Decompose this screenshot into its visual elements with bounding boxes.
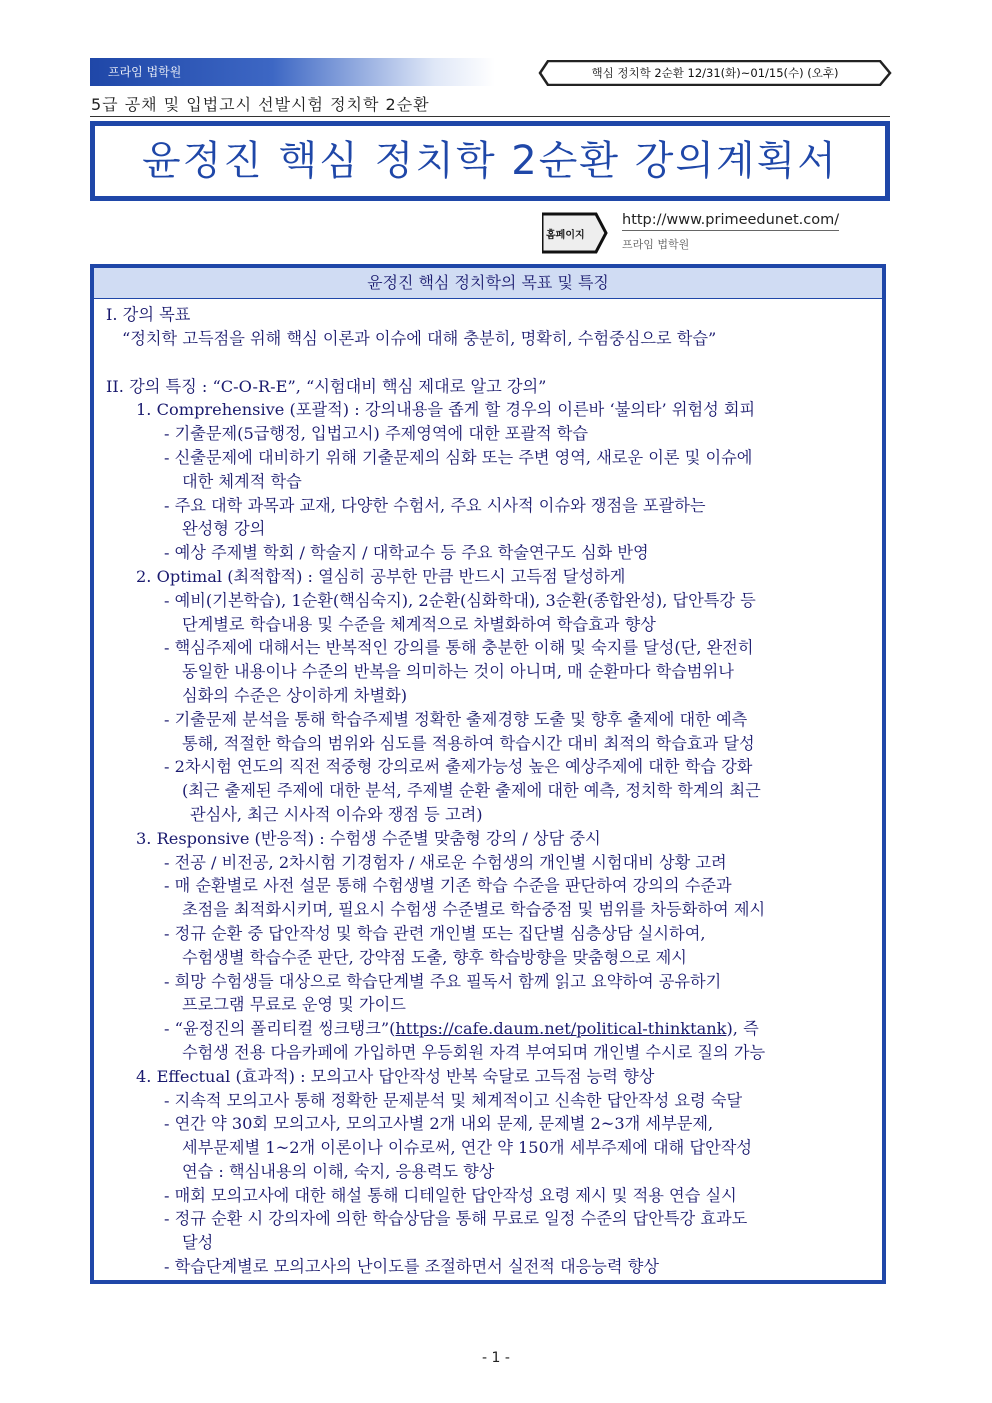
list-item: - 전공 / 비전공, 2차시험 기경험자 / 새로운 수험생의 개인별 시험대비 상황 고려 (164, 852, 727, 872)
content-box (90, 264, 886, 1284)
section-heading: 윤정진 핵심 정치학의 목표 및 특징 (94, 268, 882, 299)
list-item-cont: 완성형 강의 (182, 519, 266, 539)
list-item: - 지속적 모의고사 통해 정확한 문제분석 및 체계적이고 신속한 답안작성 요령 숙달 (164, 1090, 743, 1110)
list-item: - 매 순환별로 사전 설문 통해 수험생별 기존 학습 수준을 판단하여 강의의 수준과 (164, 876, 732, 896)
exam-subtitle: 5급 공채 및 입법고시 선발시험 정치학 2순환 (91, 95, 430, 114)
heading-features: II. 강의 특징 : “C-O-R-E”, “시험대비 핵심 제대로 알고 강의” (106, 376, 547, 396)
feature-effectual: 4. Effectual (효과적) : 모의고사 답안작성 반복 숙달로 고득점 능력 향상 (136, 1066, 655, 1086)
feature-comprehensive: 1. Comprehensive (포괄적) : 강의내용을 좁게 할 경우의 이른바 ‘불의타’ 위험성 회피 (136, 400, 756, 420)
page-number: - 1 - (482, 1350, 510, 1366)
schedule-banner (538, 60, 892, 86)
list-item-cont: 수험생별 학습수준 판단, 강약점 도출, 향후 학습방향을 맞춤형으로 제시 (182, 947, 687, 967)
page-title: 윤정진 핵심 정치학 2순환 강의계획서 (142, 138, 838, 184)
list-item-cont: 세부문제별 1~2개 이론이나 이슈로써, 연간 약 150개 세부주제에 대해 답안작성 (182, 1138, 752, 1158)
cafe-text-end: ), 즉 (726, 1019, 759, 1039)
header-divider (90, 116, 890, 117)
list-item: - 학습단계별로 모의고사의 난이도를 조절하면서 실전적 대응능력 향상 (164, 1257, 659, 1277)
list-item-cont: 심화의 수준은 상이하게 차별화) (182, 685, 408, 705)
homepage-url-link[interactable]: http://www.primeedunet.com/ (622, 212, 839, 231)
title-box (90, 121, 890, 201)
brand-strip: 프라임 법학원 (90, 58, 495, 86)
list-item-cont: 프로그램 무료로 운영 및 가이드 (182, 995, 406, 1015)
list-item: - 연간 약 30회 모의고사, 모의고사별 2개 내외 문제, 문제별 2~3개 세부문제, (164, 1114, 714, 1134)
list-item: - 기출문제 분석을 통해 학습주제별 정확한 출제경향 도출 및 향후 출제에 대한 예측 (164, 709, 748, 729)
schedule-text: 핵심 정치학 2순환 12/31(화)~01/15(수) (오후) (591, 66, 839, 80)
list-item: - 정규 순환 시 강의자에 의한 학습상담을 통해 무료로 일정 수준의 답안특강 효과도 (164, 1209, 748, 1229)
list-item: - 예상 주제별 학회 / 학술지 / 대학교수 등 주요 학술연구도 심화 반영 (164, 543, 649, 563)
homepage-badge[interactable] (542, 212, 608, 254)
list-item-cont: 통해, 적절한 학습의 범위와 심도를 적용하여 학습시간 대비 최적의 학습효과 달성 (182, 733, 755, 753)
list-item-cont: 대한 체계적 학습 (182, 471, 302, 491)
list-item: - 핵심주제에 대해서는 반복적인 강의를 통해 충분한 이해 및 숙지를 달성(단, 완전히 (164, 638, 754, 658)
spacer (106, 351, 874, 375)
list-item-cont: 단계별로 학습내용 및 수준을 체계적으로 차별화하여 학습효과 향상 (182, 614, 656, 634)
list-item: - 매회 모의고사에 대한 해설 통해 디테일한 답안작성 요령 제시 및 적용 연습 실시 (164, 1185, 737, 1205)
section-body (94, 299, 882, 1279)
list-item-cont: 연습 : 핵심내용의 이해, 숙지, 응용력도 향상 (182, 1161, 495, 1181)
list-item: - 희망 수험생들 대상으로 학습단계별 주요 필독서 함께 읽고 요약하여 공유하기 (164, 971, 722, 991)
heading-goal: I. 강의 목표 (106, 305, 191, 324)
list-item-cont: 관심사, 최근 시사적 이슈와 쟁점 등 고려) (190, 804, 483, 824)
goal-quote: “정치학 고득점을 위해 핵심 이론과 이슈에 대해 충분히, 명확히, 수험중심으로 학습” (122, 328, 717, 348)
list-item: - 정규 순환 중 답안작성 및 학습 관련 개인별 또는 집단별 심층상담 실시하여, (164, 923, 706, 943)
list-item: - 기출문제(5급행정, 입법고시) 주제영역에 대한 포괄적 학습 (164, 424, 589, 444)
list-item-cont: 수험생 전용 다음카페에 가입하면 우등회원 자격 부여되며 개인별 수시로 질의 가능 (182, 1042, 766, 1062)
homepage-name: 프라임 법학원 (622, 238, 690, 251)
list-item-cont: (최근 출제된 주제에 대한 분석, 주제별 순환 출제에 대한 예측, 정치학 학계의 최근 (182, 781, 761, 801)
feature-responsive: 3. Responsive (반응적) : 수험생 수준별 맞춤형 강의 / 상담 중시 (136, 828, 601, 848)
cafe-text-start: - “윤정진의 폴리티컬 씽크탱크”( (164, 1019, 396, 1039)
feature-optimal: 2. Optimal (최적합적) : 열심히 공부한 만큼 반드시 고득점 달성하게 (136, 566, 626, 586)
list-item: - 신출문제에 대비하기 위해 기출문제의 심화 또는 주변 영역, 새로운 이론 및 이슈에 (164, 447, 753, 467)
list-item: - 2차시험 연도의 직전 적중형 강의로써 출제가능성 높은 예상주제에 대한 학습 강화 (164, 757, 753, 777)
homepage-badge-label: 홈페이지 (546, 230, 585, 241)
list-item: - 예비(기본학습), 1순환(핵심숙지), 2순환(심화학대), 3순환(종합완성), 답안특강 등 (164, 590, 756, 610)
list-item-cont: 달성 (182, 1233, 214, 1253)
list-item-cont: 동일한 내용이나 수준의 반복을 의미하는 것이 아니며, 매 순환마다 학습범위나 (182, 662, 734, 682)
list-item: - 주요 대학 과목과 교재, 다양한 수험서, 주요 시사적 이슈와 쟁점을 포괄하는 (164, 495, 706, 515)
cafe-link[interactable]: https://cafe.daum.net/political-thinktank (395, 1019, 727, 1039)
list-item-cont: 초점을 최적화시키며, 필요시 수험생 수준별로 학습중점 및 범위를 차등화하여 제시 (182, 900, 766, 920)
list-item-cafe (106, 1017, 874, 1041)
